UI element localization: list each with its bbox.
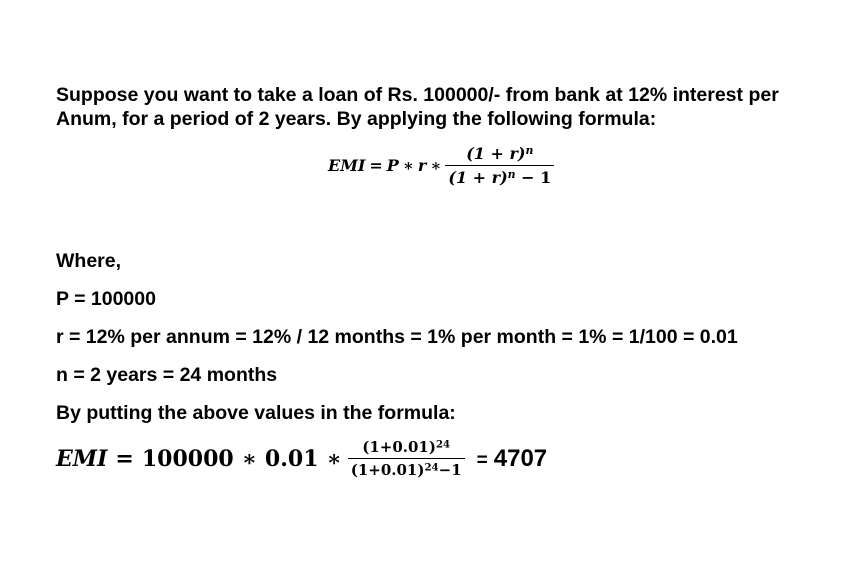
putting-values-line: By putting the above values in the formula:: [56, 402, 456, 424]
formula-numerator-exponent: n: [525, 144, 534, 158]
calc-denominator-exponent: 24: [424, 461, 439, 474]
calc-numerator-base: (1+0.01): [362, 438, 436, 456]
intro-line-2: Anum, for a period of 2 years. By applying the following formula:: [56, 108, 657, 130]
formula-p: P: [386, 156, 399, 175]
formula-lhs: EMI: [328, 156, 366, 175]
formula-equals: =: [369, 156, 383, 175]
calc-numerator-exponent: 24: [435, 438, 451, 451]
intro-line-1: Suppose you want to take a loan of Rs. 100000/- from bank at 12% interest per: [56, 84, 779, 106]
calc-principal: 100000: [141, 445, 234, 472]
calc-result-equals: =: [476, 449, 488, 471]
calc-denominator-tail: −1: [438, 461, 462, 479]
emi-formula: [328, 144, 554, 187]
formula-r: r: [417, 156, 427, 175]
calc-denominator: [348, 459, 465, 479]
formula-fraction: [445, 144, 554, 187]
calc-result: [477, 445, 548, 473]
formula-denominator: [445, 166, 554, 187]
formula-numerator: [445, 144, 554, 166]
where-heading: Where,: [56, 250, 122, 272]
calc-times-1: ∗: [241, 445, 257, 472]
formula-numerator-base: (1 + r): [466, 144, 526, 163]
calc-denominator-base: (1+0.01): [350, 461, 425, 479]
calc-rate: 0.01: [264, 445, 319, 472]
calc-numerator: [348, 438, 465, 459]
calc-fraction: [348, 438, 465, 479]
p-definition: P = 100000: [56, 288, 156, 310]
formula-denominator-exponent: n: [507, 168, 516, 182]
calc-lhs: EMI: [56, 445, 108, 472]
calc-times-2: ∗: [326, 445, 342, 472]
formula-denominator-tail: − 1: [515, 168, 552, 187]
calc-equals: =: [115, 445, 134, 472]
emi-calculation: [56, 438, 547, 479]
formula-times-1: ∗: [402, 156, 414, 175]
formula-times-2: ∗: [430, 156, 442, 175]
n-definition: n = 2 years = 24 months: [56, 364, 278, 386]
calc-result-value: 4707: [493, 444, 548, 472]
r-definition: r = 12% per annum = 12% / 12 months = 1% per month = 1% = 1/100 = 0.01: [56, 326, 738, 348]
formula-denominator-base: (1 + r): [448, 168, 508, 187]
